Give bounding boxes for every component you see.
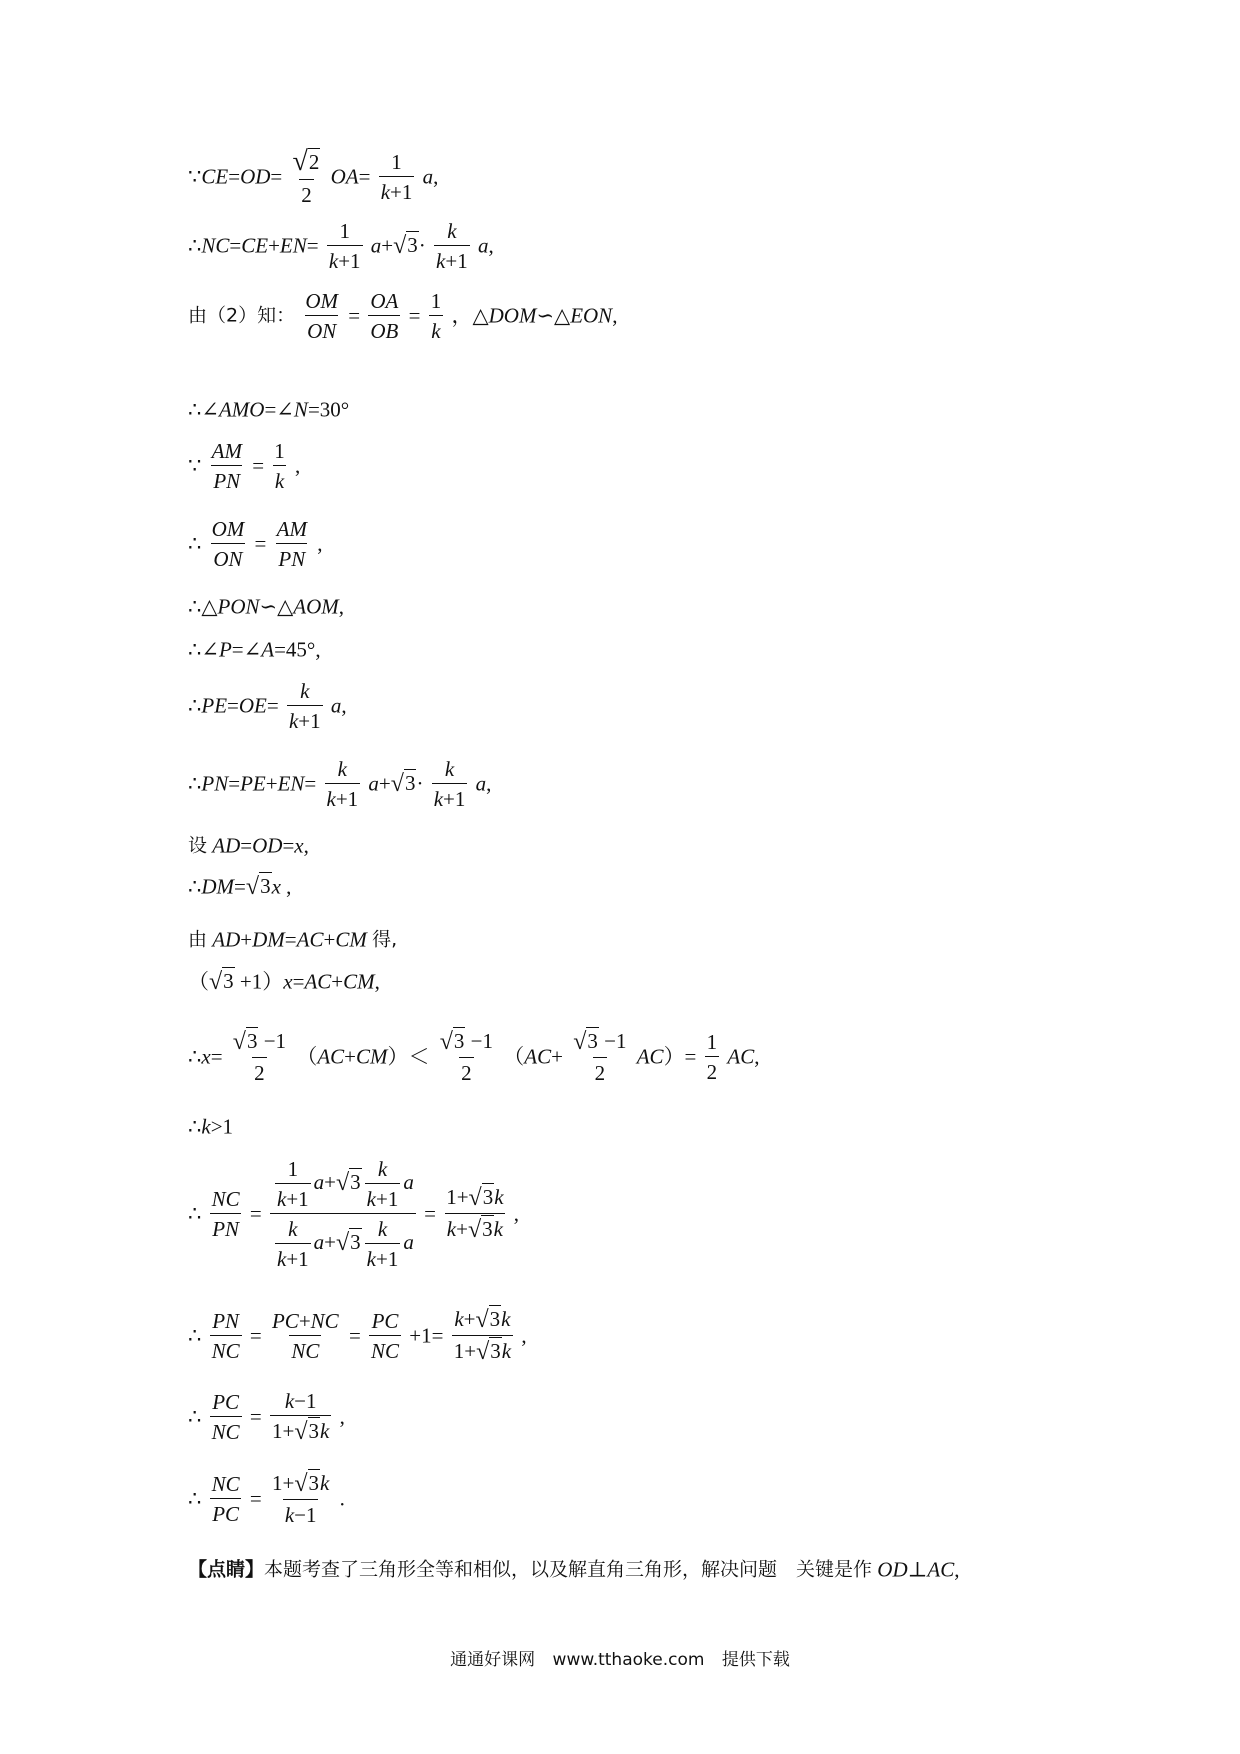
footer-suffix: 提供下载 [721, 1650, 790, 1670]
footer-url[interactable]: www.tthaoke.com [552, 1650, 705, 1670]
comment-text: 本题考查了三角形全等和相似，以及解直角三角形，解决问题 关键是作 [264, 1558, 873, 1581]
line-11-prefix: 设 [188, 834, 208, 857]
line-4: ∴∠AMO=∠N=30° [188, 397, 350, 422]
line-5: ∵ $\frac{AM}{PN}$ = $\frac{1}{k}$ , [188, 439, 301, 494]
line-15: ∴x= $\frac{√3 -1}{2}$ （AC+CM）＜ $\frac{√3 -1}{2}$ （AC+ $\frac{√3 -1}{2}$ AC）= $\frac{1}{2}$ AC, [188, 1029, 760, 1085]
line-20: ∴ $\frac{NC}{PC}$ = $\frac{1+√3k}{k-1}$ . [188, 1471, 345, 1527]
line-10: ∴PN=PE+EN= $\frac{k}{k+1}$ a+√3· $\frac{k}{k+1}$ a, [188, 757, 492, 812]
line-1: ∵CE=OD= $\frac{√2}{2}$ OA= $\frac{1}{k+1}$ a, [188, 146, 439, 207]
line-17: ∴ $\frac{NC}{PN}$ = $\frac{1}{k+1}$ a+√3 $\frac{k}{k+1}$ a $\frac{k}{k+1}$ a+√3 $\frac{k}{k+1}$ a = $\frac{1+√3k}{k+√3k}$ , [188, 1157, 520, 1272]
line-7: ∴△PON∽△AOM, [188, 594, 345, 619]
line-9: ∴PE=OE= $\frac{k}{k+1}$ a, [188, 679, 347, 734]
line-18: ∴ $\frac{PN}{NC}$ = $\frac{PC+NC}{NC}$ = $\frac{PC}{NC}$ +1= $\frac{k+√3k}{1+√3k}$ , [188, 1307, 527, 1365]
line-8: ∴∠P=∠A=45°, [188, 637, 321, 662]
line-12: ∴DM=√3x , [188, 874, 292, 901]
line-2: ∴NC=CE+EN= $\frac{1}{k+1}$ a+√3· $\frac{k}{k+1}$ a, [188, 219, 494, 274]
line-16: ∴k>1 [188, 1114, 234, 1139]
line-6: ∴ $\frac{OM}{ON}$ = $\frac{AM}{PN}$ , [188, 517, 323, 572]
line-11: 设 AD=OD=x, [188, 833, 309, 858]
line-13: 由 AD+DM=AC+CM 得, [188, 927, 398, 952]
comment-line: 【点睛】本题考查了三角形全等和相似，以及解直角三角形，解决问题 关键是作 OD⊥AC, [188, 1557, 960, 1582]
footer-site-name: 通通好课网 [450, 1650, 536, 1670]
line-19: ∴ $\frac{PC}{NC}$ = $\frac{k-1}{1+√3k}$ , [188, 1389, 345, 1446]
line-13-prefix: 由 [188, 928, 208, 951]
line-3: 由（2）知： $\frac{OM}{ON}$ = $\frac{OA}{OB}$ = $\frac{1}{k}$ ，△DOM∽△EON, [188, 289, 618, 344]
line-13-suffix: 得, [372, 928, 398, 951]
line-14: （√3 +1）x=AC+CM, [188, 969, 380, 996]
comment-tag: 【点睛】 [188, 1558, 265, 1581]
page-footer [0, 1645, 1240, 1670]
line-3-prefix: 由（2）知： [188, 304, 296, 327]
